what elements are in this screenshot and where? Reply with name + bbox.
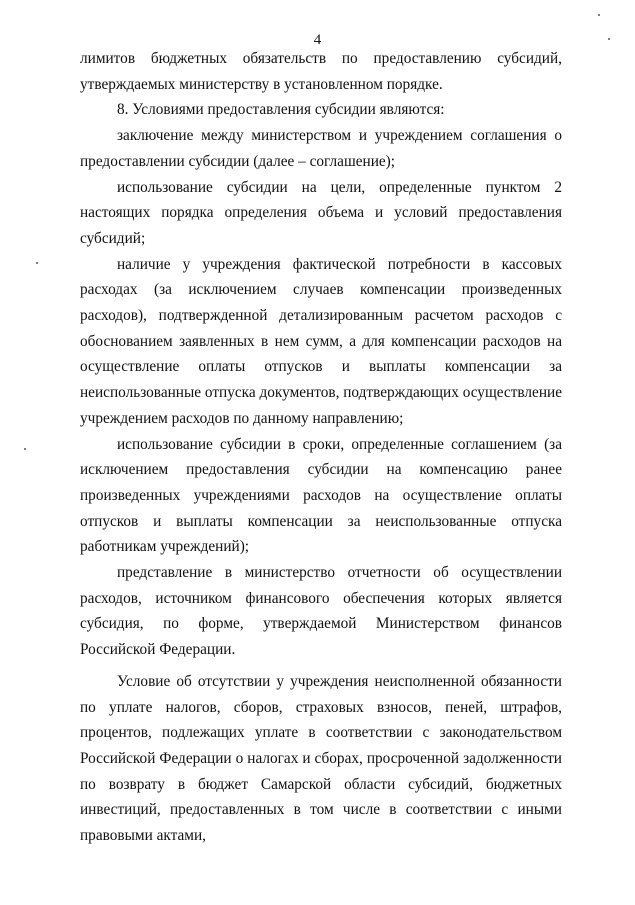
document-body	[80, 46, 562, 849]
scan-speck	[24, 448, 26, 450]
scan-speck	[36, 262, 38, 264]
paragraph-6: использование субсидии в сроки, определенные соглашением (за исключением предоставления субсидии на компенсацию ранее произведенных учреждениями расходов на осуществление оплаты отпусков и выплаты компенсации за неиспользованные отпуска работникам учреждений);	[80, 435, 562, 556]
paragraph-7: представление в министерство отчетности об осуществлении расходов, источником финансового обеспечения которых является субсидия, по форме, утверждаемой Министерством финансов Российской Федерации.	[80, 564, 562, 659]
paragraph-5: наличие у учреждения фактической потребности в кассовых расходах (за исключением случаев компенсации произведенных расходов), подтвержденной детализированным расчетом расходов с обоснованием заявленных в нем сумм, а для компенсации расходов на осуществление оплаты отпусков и выплаты компенсации за неиспользованные отпуска документов, подтверждающих осуществление учреждением расходов по данному направлению;	[80, 255, 562, 427]
paragraph-1: лимитов бюджетных обязательств по предоставлению субсидий, утверждаемых министерству в установленном порядке.	[80, 50, 562, 93]
page-number: 4	[313, 32, 322, 48]
scan-speck	[608, 38, 610, 40]
paragraph-3: заключение между министерством и учреждением соглашения о предоставлении субсидии (далее – соглашение);	[80, 127, 562, 170]
scan-speck	[598, 14, 600, 16]
paragraph-4: использование субсидии на цели, определенные пунктом 2 настоящих порядка определения объема и условий предоставления субсидий;	[80, 178, 562, 247]
paragraph-8: Условие об отсутствии у учреждения неисполненной обязанности по уплате налогов, сборов, страховых взносов, пеней, штрафов, процентов, подлежащих уплате в соответствии с законодательством Российской Федерации о налогах и сборах, просроченной задолженности по возврату в бюджет Самарской области субсидий, бюджетных инвестиций, предоставленных в том числе в соответствии с иными правовыми актами,	[80, 672, 562, 845]
paragraph-2: 8. Условиями предоставления субсидии являются:	[117, 101, 445, 119]
